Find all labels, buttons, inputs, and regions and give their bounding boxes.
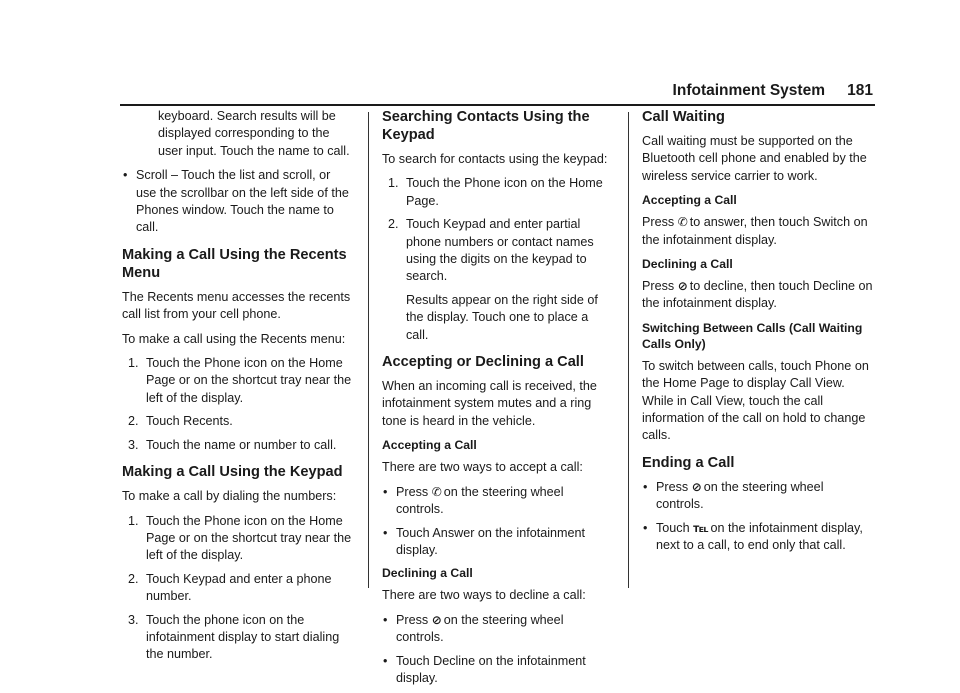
waiting-accept-text: Press ✆ to answer, then touch Switch on the infotainment display.	[642, 215, 868, 247]
bullet-item: • Press ✆ on the steering wheel controls.	[383, 484, 564, 517]
list-item: 1. Touch the Phone icon on the Home Page or on the shortcut tray near the left of the display.	[128, 513, 352, 563]
bullet-icon: •	[643, 479, 648, 494]
bullet-icon: •	[123, 168, 128, 183]
bullet-icon: •	[383, 653, 388, 668]
list-item: 3. Touch the phone icon on the infotainment display to start dialing the number.	[128, 612, 340, 662]
heading-keypad: Making a Call Using the Keypad	[122, 464, 343, 481]
phone-answer-icon: ✆	[677, 215, 688, 230]
column-divider-2	[628, 112, 629, 588]
subheading-accepting: Accepting a Call	[642, 193, 737, 208]
subheading-declining: Declining a Call	[642, 257, 733, 272]
subheading-accepting: Accepting a Call	[382, 438, 477, 453]
bullet-item: • Touch ℡ on the infotainment display, next to a call, to end only that call.	[643, 520, 863, 553]
bullet-item: • Press ⊘ on the steering wheel controls.	[383, 612, 564, 645]
section-title: Infotainment System	[672, 82, 825, 99]
list-item: 1. Touch the Phone icon on the Home Page or on the shortcut tray near the left of the display.	[128, 356, 352, 405]
accept-intro: When an incoming call is received, the infotainment system mutes and a ring tone is heard in the vehicle.	[382, 379, 597, 428]
bullet-icon: •	[383, 612, 388, 627]
column-1	[122, 108, 354, 670]
recents-lead: To make a call using the Recents menu:	[122, 331, 346, 346]
accept-lead: There are two ways to accept a call:	[382, 460, 583, 475]
bullet-icon: •	[383, 525, 388, 540]
phone-hangup-icon: ⊘	[431, 612, 442, 627]
column-2	[382, 108, 614, 693]
keypad-lead: To make a call by dialing the numbers:	[122, 489, 337, 504]
phone-answer-icon: ✆	[431, 484, 442, 499]
bullet-icon: •	[383, 484, 388, 499]
bullet-text: Scroll – Touch the list and scroll, or use the scrollbar on the left side of the Phones window. Touch the name to call.	[136, 168, 349, 235]
heading-search: Searching Contacts Using the Keypad	[382, 109, 590, 143]
phone-end-icon: ℡	[693, 520, 709, 535]
subheading-switching: Switching Between Calls (Call Waiting Calls Only)	[642, 320, 863, 351]
column-divider-1	[368, 112, 369, 588]
switch-text: To switch between calls, touch Phone on the Home Page to display Call View. While in Call View, touch the call information of the call on hold to change calls.	[642, 358, 869, 443]
waiting-decline-text: Press ⊘ to decline, then touch Decline on the infotainment display.	[642, 279, 873, 311]
recents-intro: The Recents menu accesses the recents call list from your cell phone.	[122, 289, 351, 322]
heading-call-waiting: Call Waiting	[642, 109, 725, 125]
page-number: 181	[847, 82, 873, 99]
column-3	[642, 108, 874, 561]
waiting-intro: Call waiting must be supported on the Bluetooth cell phone and enabled by the wireless service carrier to work.	[642, 134, 867, 183]
bullet-icon: •	[643, 520, 648, 535]
phone-hangup-icon: ⊘	[691, 479, 702, 494]
bullet-item	[122, 167, 354, 237]
list-item: 2. Touch Keypad and enter partial phone numbers or contact names using the digits on the keypad to search.	[388, 217, 594, 284]
heading-accept-decline: Accepting or Declining a Call	[382, 354, 584, 371]
list-item: 3. Touch the name or number to call.	[128, 437, 337, 452]
list-item: 2. Touch Recents.	[128, 414, 233, 429]
phone-hangup-icon: ⊘	[677, 279, 688, 294]
subheading-declining: Declining a Call	[382, 566, 473, 581]
bullet-item: • Touch Answer on the infotainment display.	[383, 525, 586, 557]
bullet-item: • Press ⊘ on the steering wheel controls.	[643, 479, 824, 512]
bullet-item: • Touch Decline on the infotainment display.	[383, 653, 586, 685]
search-note: Results appear on the right side of the display. Touch one to place a call.	[406, 292, 598, 342]
page-header	[120, 82, 875, 104]
heading-recents: Making a Call Using the Recents Menu	[122, 246, 347, 281]
decline-lead: There are two ways to decline a call:	[382, 588, 586, 603]
list-item: 2. Touch Keypad and enter a phone number.	[128, 571, 332, 604]
continued-text: keyboard. Search results will be displayed corresponding to the user input. Touch the name to call.	[158, 109, 350, 158]
header-rule	[120, 104, 875, 106]
list-item: 1. Touch the Phone icon on the Home Page.	[388, 176, 603, 208]
heading-ending-call: Ending a Call	[642, 454, 735, 471]
search-lead: To search for contacts using the keypad:	[382, 152, 608, 166]
